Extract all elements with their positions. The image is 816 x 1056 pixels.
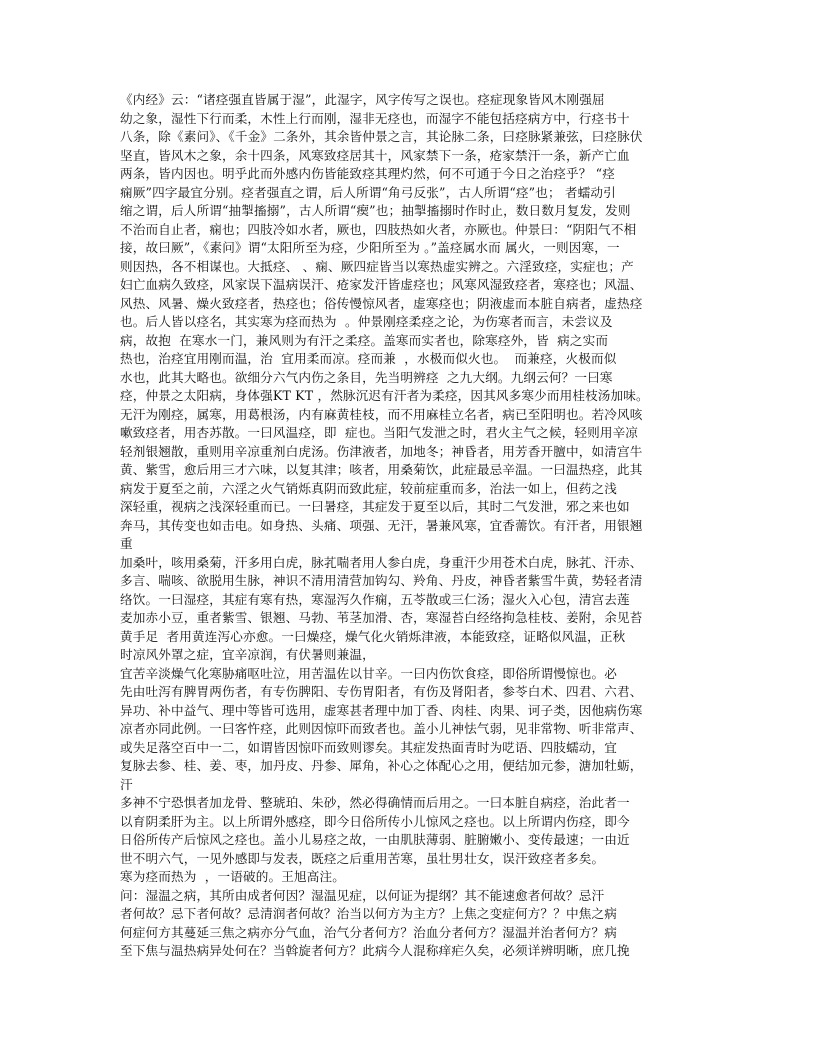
text-line: 至下焦与温热病异处何在？当斡旋者何方？此病今人混称痒疟久矣，必须详辨明晰，庶几挽 [120,943,630,958]
text-line: 缩之谓，后人所谓“抽掣搐搦”，古人所谓“瘈”也；抽掣搐搦时作时止，数日数月复发，发则 [120,203,631,218]
text-line: 则因热，各不相谋也。大抵痉、 、痫、厥四症皆当以寒热虚实辨之。六淫致痉，实症也；产 [120,258,634,274]
text-line: 水也，此其大略也。欲细分六气内伤之条目，先当明辨痉 之九大纲。九纲云何？一曰寒 [120,369,613,385]
text-line: 多言、喘咳、欲脱用生脉，神识不清用清营加钩勾、羚角、丹皮，神昏者紫雪牛黄，势轻者清 [120,573,643,588]
text-line: 麦加赤小豆，重者紫雪、银翘、马勃、苇茎加滑、杏，寒湿苔白经络拘急桂枝、姜附，余见苔 [120,610,643,625]
text-line: 幼之象，湿性下行而柔，木性上行而刚，湿非无痉也，而湿字不能包括痉病方中，行痉书十 [120,110,630,126]
text-line: 重 [120,536,133,551]
text-line: 《内经》云：“诸痉强直皆属于湿”，此湿字，风字传写之误也。痉症现象皆风木刚强屈 [120,92,605,107]
text-line: 无汗为刚痉，属寒，用葛根汤，内有麻黄桂枝，而不用麻桂立名者，病已至阳明也。若冷风咳 [120,406,643,422]
text-line: 坚直，皆风木之象，余十四条，风寒致痉居其十，风家禁下一条，疮家禁汗一条，新产亡血 [120,147,630,163]
text-line: 多神不宁恐惧者加龙骨、整琥珀、朱砂，然必得确情而后用之。一曰本脏自病痉，治此者一 [120,795,630,810]
text-line: 世不明六气，一见外感即与发表，既痉之后重用苦寒，虽壮男壮女，误汗致痉者多矣。 [120,850,605,866]
text-line: 问：湿温之病，其所由成者何因？湿温见症，以何证为提纲？其不能速愈者何故？忌汗 [120,887,605,903]
text-line: 以育阴柔肝为主。以上所谓外感痉，即今日俗所传小儿惊风之痉也。以上所谓内伤痉，即今 [120,813,630,829]
text-line: 黄、紫雪，愈后用三才六味，以复其津；咳者，用桑菊饮，此症最忌辛温。一曰温热痉，此其 [120,462,643,477]
text-line: 八条，除《素问》、《千金》二条外，其余皆仲景之言，其论脉二条，曰痉脉紧兼弦，曰痉脉伏 [120,129,643,144]
body-text [120,91,696,961]
text-line: 复脉去参、桂、姜、枣，加丹皮、丹参、犀角，补心之体配心之用，便结加元参，溏加牡蛎， [120,758,643,773]
text-line: 病，故抱 在寒水一门，兼风则为有汗之柔痉。盖寒而实者也，除寒痉外，皆 病之实而 [120,332,609,348]
text-line: 痉，仲景之太阳病，身体强KT KT ，然脉沉迟有汗者为柔痉，因其风多寒少而用桂枝汤加味。 [120,388,649,403]
text-line: 深轻重，视病之浅深轻重而已。一曰暑痉，其症发于夏至以后，其时二气发泄，邪之来也如 [120,499,630,514]
text-line: 奔马，其传变也如击电。如身热、头痛、项强、无汗，暑兼风寒，宜香薷饮。有汗者，用银翘 [120,517,643,533]
text-line: 汗 [120,776,133,792]
text-line: 热也，治痉宜用刚而温，治 宜用柔而凉。痉而兼 ，水极而似火也。 而兼痉，火极而似 [120,351,617,366]
text-line: 宜苦辛淡燥气化寒胁痛呕吐泣，用苦温佐以甘辛。一曰内伤饮食痉，即俗所谓慢惊也。必 [120,665,618,681]
text-line: 接，故曰厥”，《素问》谓“太阳所至为痉，少阳所至为 。”盖痉属水而 属火，一则因寒，一 [120,240,620,255]
text-line: 也。后人皆以痉名，其实寒为痉而热为 。仲景刚痉柔痉之论，为伤寒者而言，未尝议及 [120,314,613,329]
text-line: 寒为痉而热为 ，一语破的。王旭高注。 [120,869,345,884]
text-line: 凉者亦同此例。一曰客忤痉，此则因惊吓而致者也。盖小儿神怯气弱，见非常物、听非常声、 [120,721,643,736]
text-line: 者何故？忌下者何故？忌清润者何故？治当以何方为主方？上焦之变症何方？？中焦之病 [120,906,618,921]
text-line: 时凉风外罩之症，宜辛凉润，有伏暑则兼温， [120,647,375,662]
text-line: 先由吐泻有脾胃两伤者，有专伤脾阳、专伤胃阳者，有伤及肾阳者，参苓白术、四君、六君、 [120,684,643,699]
text-line: 痫厥”四字最宜分别。痉者强直之谓，后人所谓“角弓反张”，古人所谓“痉”也； 者蠕动引 [120,184,616,200]
text-line: 黄手足 者用黄连泻心亦愈。一曰燥痉，燥气化火销烁津液，本能致痉，证略似风温，正秋 [120,628,626,644]
text-line: 加桑叶，咳用桑菊，汗多用白虎，脉芤喘者用人参白虎，身重汗少用苍术白虎，脉芤、汗赤、 [120,554,643,570]
text-line: 风热、风暑、燥火致痉者，热痉也；俗传慢惊风者，虚寒痉也；阴液虚而本脏自病者，虚热痉 [120,295,643,311]
text-line: 络饮。一曰湿痉，其症有寒有热，寒湿泻久作痫，五苓散或三仁汤；湿火入心包，清宫去莲 [120,591,630,607]
text-line: 轻剂银翘散，重则用辛凉重剂白虎汤。伤津液者，加地冬；神昏者，用芳香开膻中，如清宫牛 [120,443,643,459]
text-line: 病发于夏至之前，六淫之火气销烁真阴而致此症，较前症重而多，治法一如上，但药之浅 [120,480,618,496]
text-line: 嗽致痉者，用杏苏散。一曰风温痉，即 症也。当阳气发泄之时，君火主气之候，轻则用辛凉 [120,425,639,440]
text-line: 异功、补中益气、理中等皆可选用，虚寒甚者理中加丁香、肉桂、肉果、诃子类，因他病伤寒 [120,702,643,718]
text-line: 何症何方其蔓延三焦之病亦分气血，治气分者何方？治血分者何方？湿温并治者何方？病 [120,924,618,940]
text-line: 两条，皆内因也。明乎此而外感内伤皆能致痉其理灼然，何不可通于今日之治痉乎？ “痉 [120,166,616,181]
text-line: 日俗所传产后惊风之痉也。盖小儿易痉之故，一由肌肤薄弱、脏腑嫩小、变传最速；一由近 [120,832,630,847]
text-line: 不治而自止者，痫也；四肢冷如水者，厥也，四肢热如火者，亦厥也。仲景曰：“阴阳气不相 [120,221,637,237]
text-line: 或失足落空百中一二，如谓皆因惊吓而致则谬矣。其症发热面青时为呓语、四肢蠕动，宜 [120,739,618,755]
text-line: 妇亡血病久致痉，风家误下温病误汗、疮家发汗皆虚痉也；风寒风湿致痉者，寒痉也；风温、 [120,277,643,292]
